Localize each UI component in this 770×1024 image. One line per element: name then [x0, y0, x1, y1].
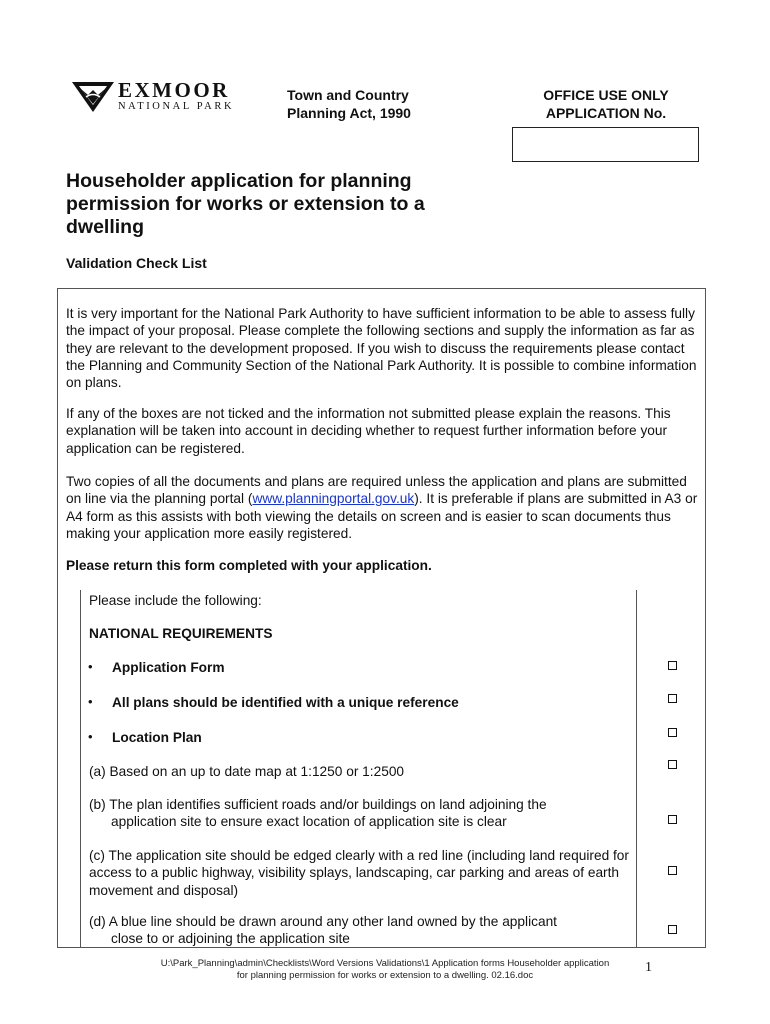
sub-item-d: [89, 913, 634, 948]
checkbox-application-form[interactable]: [668, 661, 677, 670]
sub-item-b: [89, 796, 629, 831]
act-line-1: Town and Country: [287, 87, 409, 103]
national-requirements-heading: NATIONAL REQUIREMENTS: [89, 626, 273, 641]
sub-item-d-line-1: (d) A blue line should be drawn around any other land owned by the applicant: [89, 914, 557, 929]
office-line-1: OFFICE USE ONLY: [543, 87, 669, 103]
sub-item-b-line-2: application site to ensure exact location of application site is clear: [111, 814, 507, 830]
item-application-form: Application Form: [112, 660, 225, 675]
checkbox-sub-item-d[interactable]: [668, 925, 677, 934]
intro-paragraph-2: If any of the boxes are not ticked and the information not submitted please explain the reasons. This explanation will be taken into account in deciding whether to request further information before your application can be registered.: [66, 406, 671, 456]
office-use-label: [512, 86, 700, 122]
checklist-left-rule: [80, 590, 81, 948]
intro-p3-before: Two copies of all the documents and plans are required unless the application and plans are submitted on line via the planning portal (: [66, 474, 687, 507]
sub-item-b-line-1: (b) The plan identifies sufficient roads and/or buildings on land adjoining the: [89, 797, 547, 812]
act-line-2: Planning Act, 1990: [287, 105, 411, 121]
page-title: Householder application for planning permission for works or extension to a dwelling: [66, 170, 425, 238]
planning-portal-link[interactable]: www.planningportal.gov.uk: [252, 491, 415, 507]
exmoor-emblem-icon: [70, 78, 116, 114]
office-line-2: APPLICATION No.: [545, 105, 667, 121]
checkbox-unique-reference[interactable]: [668, 694, 677, 703]
page-subtitle: Validation Check List: [66, 255, 207, 271]
sub-item-a: (a) Based on an up to date map at 1:1250 or 1:2500: [89, 764, 405, 779]
item-location-plan: Location Plan: [112, 730, 202, 745]
checkbox-sub-item-a[interactable]: [668, 760, 677, 769]
bullet-icon: •: [88, 729, 93, 744]
return-instruction: Please return this form completed with your application.: [66, 558, 432, 573]
intro-p3-after: ). It is preferable if plans are submitted in A3 or A4 form as this assists with both viewing the details on screen and is easier to scan documents thus making your application more easily registered.: [66, 491, 698, 541]
item-unique-reference: All plans should be identified with a unique reference: [112, 695, 459, 710]
exmoor-logo: [70, 78, 255, 118]
checkbox-sub-item-c[interactable]: [668, 866, 677, 875]
checkbox-location-plan[interactable]: [668, 728, 677, 737]
logo-wordmark: EXMOOR: [118, 78, 230, 102]
footer-file-path: [135, 958, 635, 982]
page-number: 1: [645, 960, 652, 975]
bullet-icon: •: [88, 694, 93, 709]
sub-item-c: (c) The application site should be edged clearly with a red line (including land required for access to a public highway, visibility splays, landscaping, car parking and areas of earth movement and disposal): [89, 848, 629, 898]
checkbox-sub-item-b[interactable]: [668, 815, 677, 824]
include-label: Please include the following:: [89, 593, 262, 608]
checkbox-column-divider: [636, 590, 637, 948]
bullet-icon: •: [88, 659, 93, 674]
footer-line-2: for planning permission for works or extension to a dwelling. 02.16.doc: [236, 970, 534, 981]
footer-line-1: U:\Park_Planning\admin\Checklists\Word Versions Validations\1 Application forms Householder application: [160, 958, 610, 969]
act-reference: [287, 86, 411, 122]
intro-paragraph-1: It is very important for the National Park Authority to have sufficient information to be able to assess fully the impact of your proposal. Please complete the following sections and supply the information as far as they are relevant to the development proposed. If you wish to discuss the requirements please contact the Planning and Community Section of the National Park Authority. It is possible to combine information on plans.: [66, 306, 697, 391]
intro-paragraph-3: [66, 473, 702, 542]
logo-subtitle: NATIONAL PARK: [118, 101, 235, 112]
sub-item-d-line-2: close to or adjoining the application site: [111, 931, 350, 947]
application-number-field[interactable]: [512, 127, 699, 162]
